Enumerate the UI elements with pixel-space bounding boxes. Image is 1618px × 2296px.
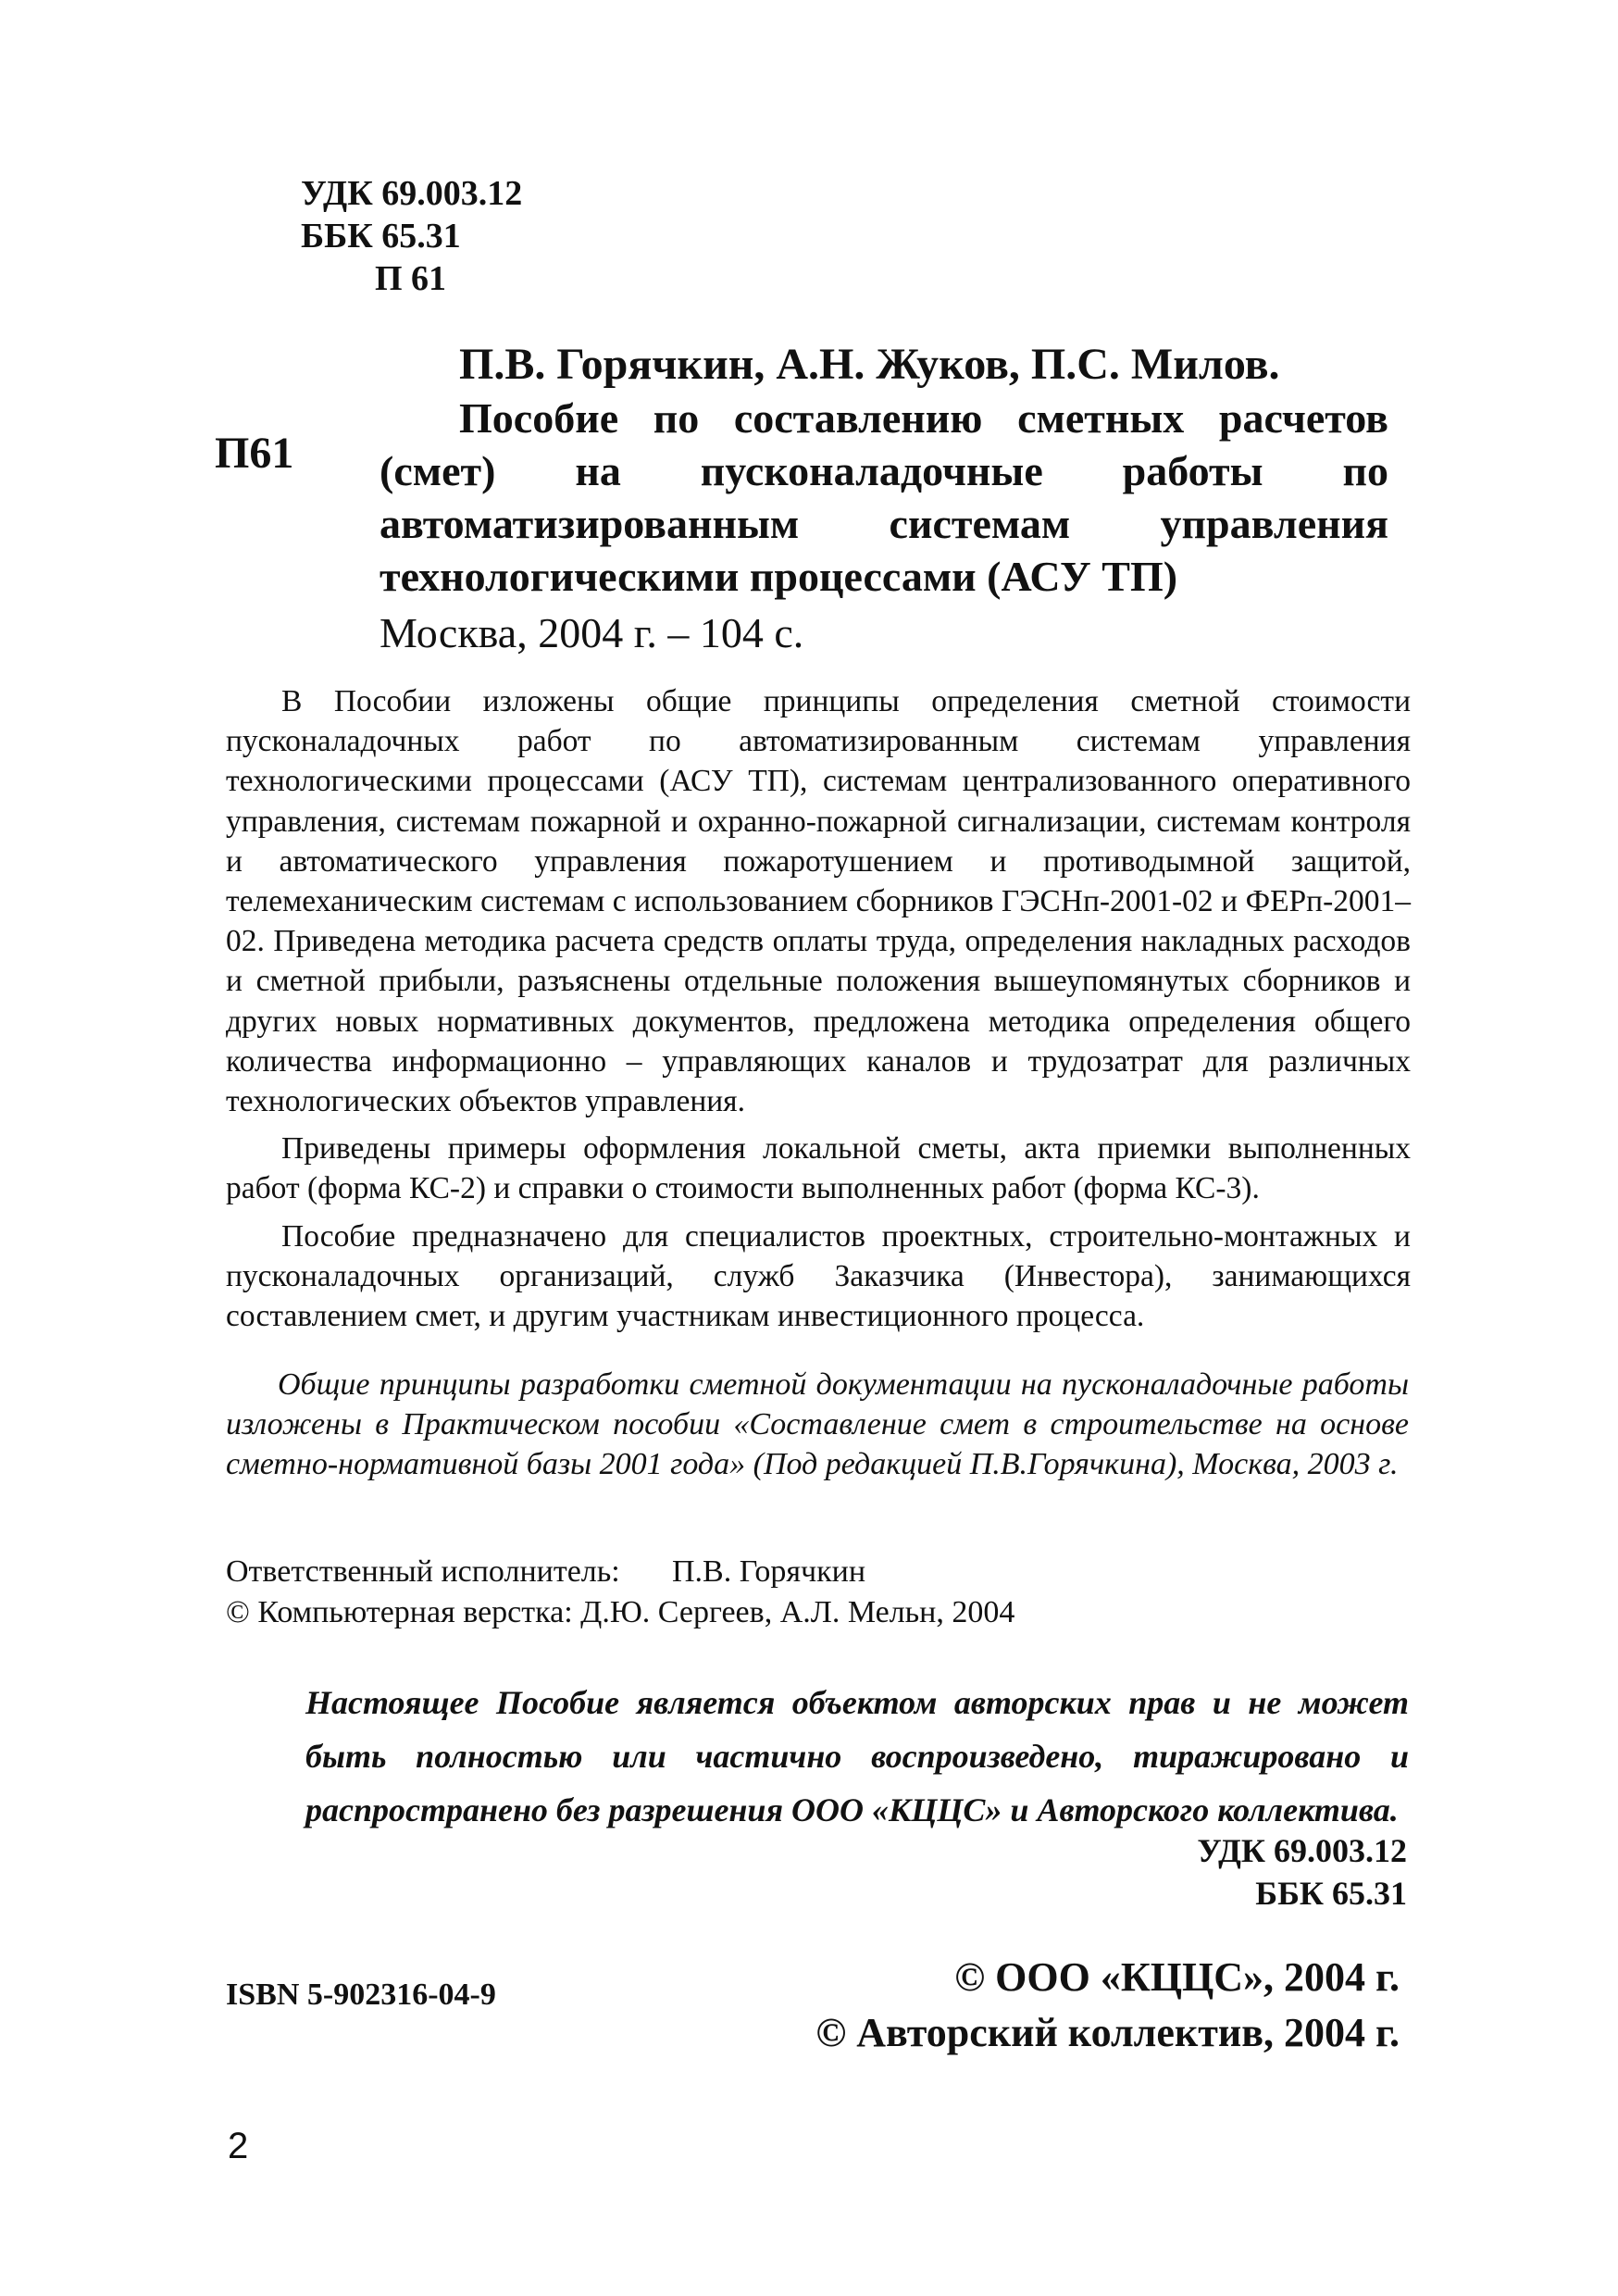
abstract-paragraph: В Пособии изложены общие принципы определения сметной стоимости пусконаладочных работ по автоматизированным системам управления технологическими процессами (АСУ ТП), системам централизованного оперативного управления, системам пожарной и охранно-пожарной сигнализации, системам контроля и автоматического управления пожаротушением и противодымной защитой, телемеханическим системам с использованием сборников ГЭСНп-2001-02 и ФЕРп-2001–02. Приведена методика расчета средств оплаты труда, определения накладных расходов и сметной прибыли, разъяснены отдельные положения вышеупомянутых сборников и других новых нормативных документов, предложена методика определения общего количества информационно – управляющих каналов и трудозатрат для различных технологических объектов управления. — [226, 684, 1411, 1119]
abstract — [226, 681, 1411, 1343]
bottom-udk-code: УДК 69.003.12 — [1197, 1832, 1407, 1869]
credits — [226, 1552, 1014, 1633]
authors-copyright: © Авторский коллектив, 2004 г. — [815, 2010, 1400, 2055]
isbn: ISBN 5-902316-04-9 — [226, 1978, 496, 2012]
classification-block — [301, 172, 522, 300]
udk-code: УДК 69.003.12 — [301, 174, 523, 213]
abstract-paragraph: Приведены примеры оформления локальной сметы, акта приемки выполненных работ (форма КС-2) и справки о стоимости выполненных работ (форма КС-3). — [226, 1131, 1411, 1206]
authors: П.В. Горячкин, А.Н. Жуков, П.С. Милов. — [459, 340, 1280, 389]
side-author-mark: П61 — [215, 429, 294, 478]
imprint: Москва, 2004 г. – 104 с. — [380, 609, 804, 656]
book-title: Пособие по составлению сметных расчетов (смет) на пусконаладочные работы по автоматизированным системам управления технологическими процессами (АСУ ТП) — [380, 394, 1388, 600]
page-number: 2 — [228, 2126, 249, 2166]
copyright-notice: Настоящее Пособие является объектом авторских прав и не может быть полностью или частично воспроизведено, тиражировано и распространено без разрешения ООО «КЦЦС» и Авторского коллектива. — [305, 1684, 1409, 1828]
publisher-copyright: © ООО «КЦЦС», 2004 г. — [954, 1954, 1400, 2000]
bbk-code: ББК 65.31 — [301, 217, 461, 256]
author-mark: П 61 — [375, 259, 447, 298]
responsible-label: Ответственный исполнитель: — [226, 1554, 620, 1589]
title-block — [380, 338, 1388, 660]
reference-note: Общие принципы разработки сметной документации на пусконаладочные работы изложены в Практическом пособии «Составление смет в строительстве на основе сметно-нормативной базы 2001 года» (Под редакцией П.В.Горячкина), Москва, 2003 г. — [226, 1367, 1409, 1481]
copyright-holders — [815, 1950, 1400, 2061]
abstract-paragraph: Пособие предназначено для специалистов проектных, строительно-монтажных и пусконаладочных организаций, служб Заказчика (Инвестора), занимающихся составлением смет, и другим участникам инвестиционного процесса. — [226, 1218, 1411, 1334]
bottom-bbk-code: ББК 65.31 — [1255, 1875, 1407, 1912]
bottom-classification — [1197, 1829, 1407, 1915]
responsible-name: П.В. Горячкин — [672, 1554, 866, 1589]
layout-credit: © Компьютерная верстка: Д.Ю. Сергеев, А.Л. Мельн, 2004 — [226, 1595, 1015, 1629]
